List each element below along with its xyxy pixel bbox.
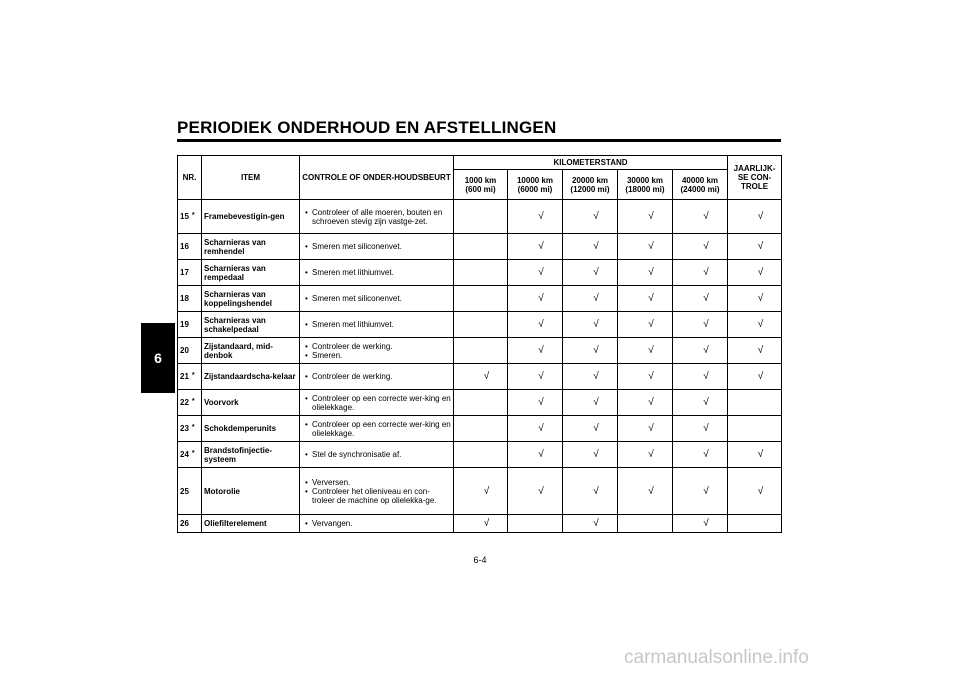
check-mark: √ (538, 211, 544, 222)
interval-cell (454, 286, 508, 312)
interval-cell (454, 312, 508, 338)
interval-cell (508, 390, 563, 416)
check-mark: √ (593, 345, 599, 356)
interval-cell (728, 338, 782, 364)
check-mark: √ (703, 267, 709, 278)
section-tab: 6 (141, 323, 175, 393)
table-row (178, 338, 782, 364)
row-number-label: 19 (180, 320, 189, 329)
interval-cell (563, 234, 618, 260)
interval-cell (454, 200, 508, 234)
interval-mi: (6000 mi) (517, 184, 553, 194)
dealer-star-marker (189, 519, 192, 526)
row-item: Scharnieras van koppelingshendel (202, 286, 300, 312)
interval-cell (618, 200, 673, 234)
dealer-star-marker (189, 268, 192, 275)
row-item: Oliefilterelement (202, 515, 300, 533)
interval-cell (728, 390, 782, 416)
check-mark: √ (538, 345, 544, 356)
check-mark: √ (703, 371, 709, 382)
maintenance-table (177, 155, 782, 533)
row-number (178, 515, 202, 533)
control-bullet: • Smeren. (305, 351, 451, 360)
row-number-label: 21 (180, 372, 189, 381)
check-mark: √ (648, 345, 654, 356)
row-number-label: 25 (180, 486, 189, 496)
control-bullet: • Controleer de werking. (305, 372, 451, 381)
check-mark: √ (538, 423, 544, 434)
check-mark: √ (648, 267, 654, 278)
page-title: PERIODIEK ONDERHOUD EN AFSTELLINGEN (177, 118, 557, 137)
interval-km: 30000 km (626, 175, 664, 185)
control-bullet: • Controleer het olieniveau en con-troleer de machine op olielekka-ge. (305, 487, 451, 505)
dealer-star-marker (189, 320, 192, 327)
interval-cell (673, 416, 728, 442)
dealer-star-marker: * (191, 372, 195, 379)
interval-cell (563, 260, 618, 286)
interval-cell (673, 338, 728, 364)
interval-cell (563, 416, 618, 442)
check-mark: √ (648, 211, 654, 222)
check-mark: √ (483, 518, 490, 529)
interval-cell (454, 468, 508, 515)
row-number-label: 16 (180, 242, 189, 251)
interval-cell (508, 234, 563, 260)
check-mark: √ (593, 267, 599, 278)
check-mark: √ (593, 293, 599, 304)
interval-cell (618, 416, 673, 442)
row-control (300, 364, 454, 390)
row-number (178, 260, 202, 286)
row-number (178, 468, 202, 515)
row-number-label: 26 (180, 519, 189, 528)
interval-cell (508, 260, 563, 286)
row-number (178, 364, 202, 390)
header-control: CONTROLE OF ONDER-HOUDSBEURT (300, 156, 454, 200)
interval-cell (728, 515, 782, 533)
header-interval (618, 170, 673, 200)
interval-cell (454, 416, 508, 442)
header-interval (673, 170, 728, 200)
row-control (300, 312, 454, 338)
check-mark: √ (648, 293, 654, 304)
header-km-group: KILOMETERSTAND (454, 156, 728, 170)
check-mark: √ (593, 423, 599, 434)
dealer-star-marker: * (191, 450, 195, 457)
interval-cell (618, 515, 673, 533)
interval-cell (673, 390, 728, 416)
interval-cell (673, 515, 728, 533)
interval-cell (563, 468, 618, 515)
interval-cell (454, 234, 508, 260)
interval-cell (508, 442, 563, 468)
header-interval (454, 170, 508, 200)
check-mark: √ (538, 241, 544, 252)
interval-cell (728, 416, 782, 442)
interval-cell (563, 338, 618, 364)
check-mark: √ (593, 449, 599, 460)
page-number: 6-4 (473, 555, 487, 565)
interval-cell (563, 286, 618, 312)
table-row (178, 442, 782, 468)
header-nr: NR. (178, 156, 202, 200)
row-number-label: 22 (180, 398, 189, 407)
dealer-star-marker: * (191, 424, 195, 431)
interval-cell (563, 515, 618, 533)
table-body (178, 200, 782, 533)
row-item: Brandstofinjectie-systeem (202, 442, 300, 468)
check-mark: √ (648, 449, 654, 460)
row-control (300, 260, 454, 286)
interval-cell (508, 338, 563, 364)
row-control (300, 286, 454, 312)
row-item: Framebevestigin-gen (202, 200, 300, 234)
check-mark: √ (538, 397, 544, 408)
header-item: ITEM (202, 156, 300, 200)
header-yearly: JAARLIJK-SE CON-TROLE (728, 156, 782, 200)
check-mark: √ (593, 518, 599, 529)
title-rule (177, 139, 781, 142)
interval-cell (673, 286, 728, 312)
table-row (178, 260, 782, 286)
interval-cell (673, 364, 728, 390)
check-mark: √ (703, 518, 709, 529)
check-mark: √ (757, 211, 764, 222)
interval-cell (618, 442, 673, 468)
check-mark: √ (648, 371, 654, 382)
control-bullet: • Verversen. (305, 478, 451, 487)
row-item: Motorolie (202, 468, 300, 515)
row-number-label: 24 (180, 450, 189, 459)
row-item: Zijstandaard, mid-denbok (202, 338, 300, 364)
interval-cell (508, 200, 563, 234)
check-mark: √ (757, 267, 764, 278)
control-bullet: • Controleer op een correcte wer-king en olielekkage. (305, 420, 451, 438)
control-bullet: • Smeren met siliconenvet. (305, 294, 451, 303)
check-mark: √ (757, 485, 764, 497)
check-mark: √ (703, 345, 709, 356)
interval-cell (618, 338, 673, 364)
row-item: Scharnieras van schakelpedaal (202, 312, 300, 338)
interval-cell (728, 286, 782, 312)
check-mark: √ (648, 423, 654, 434)
row-item: Scharnieras van remhendel (202, 234, 300, 260)
row-number (178, 286, 202, 312)
check-mark: √ (538, 371, 544, 382)
interval-cell (454, 442, 508, 468)
interval-cell (454, 515, 508, 533)
check-mark: √ (648, 397, 654, 408)
check-mark: √ (648, 241, 654, 252)
row-control (300, 390, 454, 416)
check-mark: √ (483, 485, 490, 497)
check-mark: √ (593, 371, 599, 382)
row-item: Scharnieras van rempedaal (202, 260, 300, 286)
table-row (178, 364, 782, 390)
table-row (178, 200, 782, 234)
interval-cell (454, 390, 508, 416)
check-mark: √ (757, 345, 764, 356)
check-mark: √ (593, 211, 599, 222)
interval-km: 20000 km (571, 175, 609, 185)
row-item: Zijstandaardscha-kelaar (202, 364, 300, 390)
interval-cell (728, 312, 782, 338)
interval-cell (454, 338, 508, 364)
interval-km: 1000 km (464, 175, 497, 185)
table-row (178, 390, 782, 416)
control-bullet: • Smeren met siliconenvet. (305, 242, 451, 251)
row-number (178, 442, 202, 468)
table-row (178, 468, 782, 515)
interval-cell (563, 200, 618, 234)
row-control (300, 468, 454, 515)
row-number (178, 390, 202, 416)
interval-cell (728, 364, 782, 390)
interval-cell (618, 390, 673, 416)
check-mark: √ (703, 397, 709, 408)
interval-cell (728, 442, 782, 468)
check-mark: √ (593, 485, 599, 497)
row-number-label: 18 (180, 294, 189, 303)
row-number-label: 15 (180, 212, 189, 221)
row-control (300, 338, 454, 364)
check-mark: √ (757, 241, 764, 252)
interval-cell (673, 260, 728, 286)
dealer-star-marker: * (191, 398, 195, 405)
row-number (178, 200, 202, 234)
interval-cell (673, 312, 728, 338)
header-interval (508, 170, 563, 200)
table-row (178, 416, 782, 442)
row-control (300, 234, 454, 260)
check-mark: √ (757, 449, 764, 460)
interval-cell (563, 442, 618, 468)
interval-cell (508, 416, 563, 442)
interval-cell (508, 468, 563, 515)
interval-cell (673, 442, 728, 468)
row-number (178, 312, 202, 338)
check-mark: √ (593, 397, 599, 408)
interval-cell (673, 468, 728, 515)
table-row (178, 234, 782, 260)
interval-cell (454, 364, 508, 390)
control-bullet: • Controleer de werking. (305, 342, 451, 351)
dealer-star-marker: * (191, 212, 195, 219)
check-mark: √ (648, 319, 654, 330)
interval-cell (563, 390, 618, 416)
control-bullet: • Smeren met lithiumvet. (305, 268, 451, 277)
check-mark: √ (593, 319, 599, 330)
row-item: Schokdemperunits (202, 416, 300, 442)
interval-cell (618, 234, 673, 260)
check-mark: √ (757, 293, 764, 304)
interval-cell (618, 260, 673, 286)
interval-cell (508, 364, 563, 390)
check-mark: √ (538, 485, 544, 497)
check-mark: √ (703, 449, 709, 460)
header-interval (563, 170, 618, 200)
check-mark: √ (483, 371, 490, 382)
row-number (178, 416, 202, 442)
interval-mi: (600 mi) (465, 184, 496, 194)
interval-cell (508, 312, 563, 338)
interval-mi: (12000 mi) (570, 184, 610, 194)
watermark: carmanualsonline.info (624, 647, 809, 668)
row-control (300, 200, 454, 234)
interval-mi: (18000 mi) (625, 184, 665, 194)
check-mark: √ (703, 211, 709, 222)
row-control (300, 416, 454, 442)
row-number-label: 23 (180, 424, 189, 433)
interval-km: 10000 km (516, 175, 554, 185)
check-mark: √ (538, 319, 544, 330)
check-mark: √ (703, 241, 709, 252)
interval-cell (618, 468, 673, 515)
row-number (178, 234, 202, 260)
interval-cell (728, 200, 782, 234)
row-number (178, 338, 202, 364)
interval-km: 40000 km (681, 175, 719, 185)
interval-cell (673, 234, 728, 260)
interval-cell (563, 364, 618, 390)
interval-cell (508, 286, 563, 312)
interval-cell (673, 200, 728, 234)
row-number-label: 20 (180, 346, 189, 355)
interval-cell (454, 260, 508, 286)
interval-cell (508, 515, 563, 533)
row-item: Voorvork (202, 390, 300, 416)
interval-cell (618, 312, 673, 338)
control-bullet: • Vervangen. (305, 519, 451, 528)
interval-cell (728, 234, 782, 260)
dealer-star-marker (189, 487, 192, 494)
check-mark: √ (703, 293, 709, 304)
row-control (300, 442, 454, 468)
check-mark: √ (703, 423, 709, 434)
check-mark: √ (757, 371, 764, 382)
dealer-star-marker (189, 242, 192, 249)
check-mark: √ (703, 485, 709, 497)
check-mark: √ (538, 449, 544, 460)
check-mark: √ (703, 319, 709, 330)
check-mark: √ (538, 293, 544, 304)
control-bullet: • Stel de synchronisatie af. (305, 450, 451, 459)
row-number-label: 17 (180, 268, 189, 277)
check-mark: √ (538, 267, 544, 278)
row-control (300, 515, 454, 533)
table-row (178, 515, 782, 533)
check-mark: √ (593, 241, 599, 252)
interval-cell (728, 260, 782, 286)
check-mark: √ (648, 485, 654, 497)
dealer-star-marker (189, 346, 192, 353)
interval-cell (618, 286, 673, 312)
control-bullet: • Controleer op een correcte wer-king en olielekkage. (305, 394, 451, 412)
dealer-star-marker (189, 294, 192, 301)
interval-mi: (24000 mi) (680, 184, 720, 194)
control-bullet: • Smeren met lithiumvet. (305, 320, 451, 329)
interval-cell (563, 312, 618, 338)
check-mark: √ (757, 319, 764, 330)
interval-cell (618, 364, 673, 390)
table-row (178, 286, 782, 312)
interval-cell (728, 468, 782, 515)
table-row (178, 312, 782, 338)
control-bullet: • Controleer of alle moeren, bouten en schroeven stevig zijn vastge-zet. (305, 208, 451, 226)
